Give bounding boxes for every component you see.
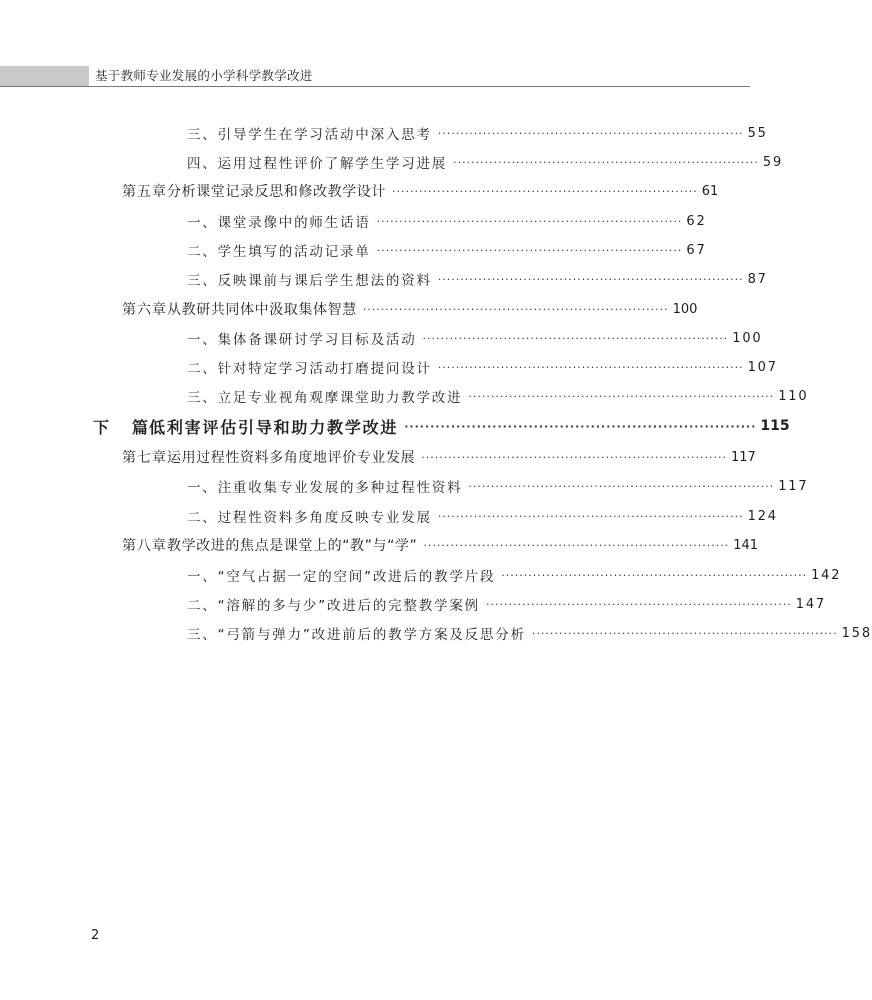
- dot-leader: ····································································: [423, 538, 730, 552]
- dot-leader: ····································································: [437, 360, 744, 374]
- header-rule: [0, 86, 750, 87]
- toc-page-number: 100: [732, 330, 763, 346]
- toc-entry-section[interactable]: [187, 148, 784, 176]
- toc-entry-title: 一、集体备课研讨学习目标及活动: [187, 332, 417, 348]
- toc-page-number: 107: [747, 359, 778, 375]
- toc-entry-title: 分析课堂记录反思和修改教学设计: [167, 184, 386, 200]
- running-header-title: 基于教师专业发展的小学科学教学改进: [95, 68, 313, 83]
- toc-entry-section[interactable]: [187, 353, 778, 381]
- toc-entry-title: 三、引导学生在学习活动中深入思考: [187, 127, 432, 143]
- toc-entry-chapter[interactable]: [122, 531, 759, 559]
- toc-entry-title: 三、反映课前与课后学生想法的资料: [187, 273, 432, 289]
- chapter-label: 第五章: [122, 184, 167, 200]
- toc-page-number: 110: [778, 388, 809, 404]
- dot-leader: ····································································: [404, 419, 757, 433]
- toc-entry-section[interactable]: [187, 236, 707, 264]
- dot-leader: ····································································: [531, 626, 838, 640]
- toc-entry-title: 教学改进的焦点是课堂上的“教”与“学”: [167, 538, 418, 554]
- toc-entry-title: 一、注重收集专业发展的多种过程性资料: [187, 480, 463, 496]
- toc-entry-part[interactable]: [93, 412, 790, 440]
- header-band: [0, 66, 89, 86]
- toc-entry-section[interactable]: [187, 382, 809, 410]
- chapter-label: 第六章: [122, 302, 167, 318]
- page-number: 2: [91, 928, 100, 943]
- part-label-a: 下: [93, 417, 111, 437]
- dot-leader: ····································································: [421, 450, 727, 464]
- toc-entry-section[interactable]: [187, 324, 763, 352]
- dot-leader: ····································································: [437, 126, 744, 140]
- dot-leader: ····································································: [468, 389, 775, 403]
- toc-page-number: 117: [730, 449, 756, 465]
- toc-page-number: 67: [686, 242, 707, 258]
- toc-entry-chapter[interactable]: [122, 443, 756, 471]
- toc-page-number: 141: [733, 537, 759, 553]
- dot-leader: ····································································: [468, 479, 775, 493]
- dot-leader: ····································································: [437, 509, 744, 523]
- toc-entry-title: 二、针对特定学习活动打磨提问设计: [187, 361, 432, 377]
- toc-page-number: 147: [795, 596, 826, 612]
- toc-entry-chapter[interactable]: [122, 177, 719, 205]
- chapter-label: 第七章: [122, 450, 167, 466]
- toc-page-number: 115: [760, 418, 790, 434]
- dot-leader: ····································································: [486, 597, 792, 611]
- toc-entry-title: 三、“弓箭与弹力”改进前后的教学方案及反思分析: [187, 627, 526, 643]
- toc-entry-title: 四、运用过程性评价了解学生学习进展: [187, 156, 448, 172]
- toc-entry-title: 一、课堂录像中的师生话语: [187, 215, 371, 231]
- part-label: [93, 415, 149, 438]
- toc-entry-title: 低利害评估引导和助力教学改进: [149, 417, 399, 437]
- toc-entry-section[interactable]: [187, 119, 768, 147]
- toc-page-number: 100: [672, 301, 698, 317]
- dot-leader: ····································································: [437, 272, 744, 286]
- part-label-b: 篇: [132, 417, 150, 437]
- toc-page-number: 59: [762, 154, 784, 170]
- toc-entry-section[interactable]: [187, 502, 778, 530]
- toc-entry-title: 一、“空气占据一定的空间”改进后的教学片段: [187, 569, 496, 585]
- dot-leader: ····································································: [501, 568, 808, 582]
- toc-page-number: 62: [686, 213, 707, 229]
- toc-entry-section[interactable]: [187, 207, 707, 235]
- toc-page-number: 158: [841, 625, 872, 641]
- toc-page-number: 87: [747, 271, 768, 287]
- toc-entry-title: 二、学生填写的活动记录单: [187, 244, 371, 260]
- dot-leader: ····································································: [376, 243, 683, 257]
- toc-entry-section[interactable]: [187, 561, 842, 589]
- dot-leader: ····································································: [422, 331, 729, 345]
- dot-leader: ····································································: [376, 214, 683, 228]
- toc-entry-chapter[interactable]: [122, 295, 698, 323]
- toc-entry-title: 三、立足专业视角观摩课堂助力教学改进: [187, 390, 463, 406]
- toc-entry-title: 从教研共同体中汲取集体智慧: [167, 302, 357, 318]
- chapter-label: 第八章: [122, 538, 167, 554]
- toc-entry-section[interactable]: [187, 265, 768, 293]
- toc-page-number: 117: [778, 478, 809, 494]
- toc-entry-section[interactable]: [187, 472, 809, 500]
- dot-leader: ····································································: [362, 302, 669, 316]
- toc-entry-title: 运用过程性资料多角度地评价专业发展: [167, 450, 416, 466]
- toc-page-number: 61: [701, 183, 719, 199]
- dot-leader: ····································································: [453, 155, 759, 169]
- toc-page-number: 124: [747, 508, 778, 524]
- toc-page-number: 142: [811, 567, 842, 583]
- toc-entry-title: 二、“溶解的多与少”改进后的完整教学案例: [187, 598, 480, 614]
- dot-leader: ····································································: [392, 184, 698, 198]
- toc-entry-section[interactable]: [187, 590, 826, 618]
- toc-entry-section[interactable]: [187, 619, 872, 647]
- toc-page-number: 55: [747, 125, 768, 141]
- toc-entry-title: 二、过程性资料多角度反映专业发展: [187, 510, 432, 526]
